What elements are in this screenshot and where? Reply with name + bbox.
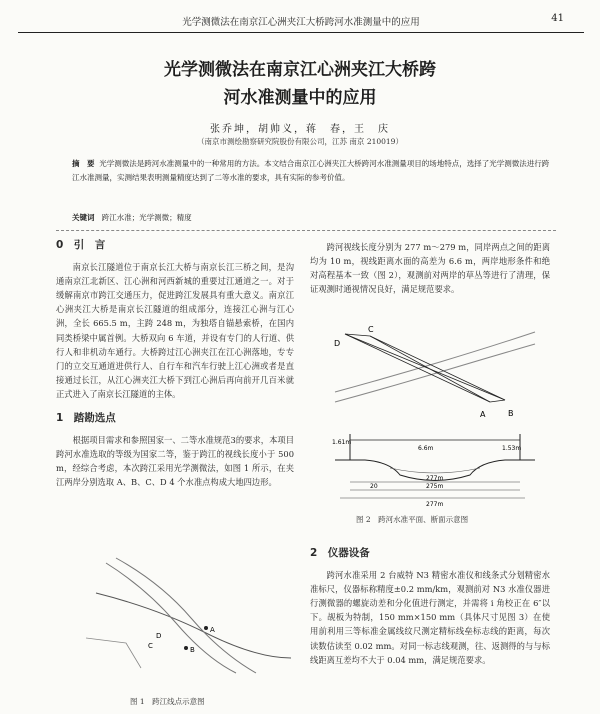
divider	[56, 230, 556, 231]
sight-line	[345, 334, 505, 400]
river-bank	[116, 558, 256, 673]
road-line	[86, 638, 141, 668]
point-c-label: C	[148, 642, 153, 650]
section-1-heading: 1 踏勘选点	[56, 412, 116, 425]
section-0-heading: 0 引 言	[56, 239, 106, 251]
running-title: 光学测微法在南京江心洲夹江大桥跨河水准测量中的应用	[182, 17, 420, 28]
water-line	[390, 468, 480, 473]
right-column-top	[310, 240, 550, 296]
intro-paragraph: 南京长江隧道位于南京长江大桥与南京长江三桥之间，是沟通南京江北新区、江心洲和河西新城的重要过江通道之一。对于缓解南京市跨江交通压力，促进跨江发展具有重大意义。南京江心洲夹江大桥是南京长江隧道的组成部分，连接江心洲与江心洲，全长 665.5 m，主跨 248 m，为独塔自锚悬索桥，在国内同类桥梁中属首例。大桥双向 6 车道，并设有专门的人行道、供行人和非机动车通行。大桥跨过江心洲夹江在江心洲落地，专专门的立交互通道进供行人、自行车和汽车行驶上江心洲或者是直接通过长江，从江心洲夹江大桥下到江心洲后再向前开几百米就正式进入了南京长江隧道的主体。	[56, 262, 294, 399]
abstract	[72, 157, 552, 185]
right-paragraph-1: 跨河视线长度分别为 277 m～279 m，同岸两点之间的距离均为 10 m，视线距离水面的高差为 6.6 m，两岸地形条件和绝对高程基本一致（图 2），观测前对两岸的草丛等进行了清理，保证观测时通视情况良好，满足规范要求。	[310, 242, 550, 295]
label-dim-inner: 277m	[426, 475, 444, 482]
section-2-paragraph: 跨河水准采用 2 台威特 N3 精密水准仪和线条式分划精密水准标尺，仪器标称精度±0.2 mm/km，观测前对 N3 水准仪器进行测微器的螺旋动差和分化值进行测定，并需将 i 角校正在 6″以下。觇板为特制，150 mm×150 mm（具体尺寸见图 3）在使用前利用三等标准金属线纹尺测定精标线垒标志线的距离，每次读数估读至 0.02 mm。对同一标志线观测，往、返测得的与与标线距离互差均不大于 0.04 mm，满足规范要求。	[310, 570, 550, 665]
point-d-label: D	[156, 632, 162, 640]
section-1-paragraph: 根据项目需求和参照国家一、二等水准规范3的要求，本项目跨河水准选取的等级为国家二等，鉴于跨江的视线长度小于 500 m，经综合考虑，本次跨江采用光学测微法，如图 1 所示，在夹江两岸分别选取 A、B、C、D 4 个水准点构成大地四边形。	[56, 435, 294, 488]
plan-label-d: D	[334, 339, 341, 348]
page-number: 41	[551, 13, 564, 24]
abstract-label: 摘 要	[72, 159, 95, 168]
sight-line	[370, 336, 505, 400]
right-column-bottom	[310, 546, 550, 667]
left-column	[56, 238, 294, 490]
sight-line	[345, 334, 490, 402]
abstract-text: 光学测微法是跨河水准测量中的一种常用的方法。本文结合南京江心洲夹江大桥跨河水准测量项目的场地特点，选择了光学测微法进行跨江水准测量，实测结果表明测量精度达到了二等水准的要求，具有实际的参考价值。	[72, 159, 550, 182]
label-left-height: 1.61m	[332, 439, 352, 446]
paper-title	[0, 56, 600, 112]
river-bank	[106, 563, 236, 673]
title-line-1: 光学测微法在南京江心洲夹江大桥跨	[164, 60, 436, 80]
plan-label-b: B	[508, 409, 514, 418]
point-b-label: B	[190, 646, 195, 654]
river-bank	[335, 344, 535, 402]
label-right-height: 1.53m	[502, 445, 522, 452]
running-header	[18, 10, 584, 33]
label-dim-left: 20	[370, 483, 378, 490]
keywords-text: 跨江水准；光学测微；精度	[101, 213, 192, 222]
figure-1-map	[86, 548, 296, 678]
point-a-label: A	[210, 626, 215, 634]
figure-2-caption: 图 2 跨河水准平面、断面示意图	[356, 515, 469, 524]
bank-segment	[490, 400, 505, 402]
plan-label-a: A	[480, 410, 486, 419]
river-bank	[335, 332, 535, 392]
label-mid-height: 6.6m	[418, 445, 434, 452]
affiliation: （南京市测绘勘察研究院股份有限公司，江苏 南京 210019）	[197, 137, 403, 146]
figure-2-section	[330, 420, 540, 508]
label-dim-outer: 277m	[426, 501, 444, 508]
point-b-marker	[184, 646, 188, 650]
sight-line	[370, 336, 490, 402]
keywords-label: 关键词	[72, 213, 95, 222]
authors: 张乔坤，胡帅义，蒋 春，王 庆	[210, 124, 390, 135]
point-a-marker	[204, 626, 208, 630]
plan-label-c: C	[368, 325, 374, 334]
label-dim-mid: 275m	[426, 483, 444, 490]
figure-2-plan	[330, 322, 540, 422]
figure-1-caption: 图 1 跨江线点示意图	[130, 697, 205, 706]
title-line-2: 河水准测量中的应用	[223, 88, 377, 108]
section-2-heading: 2 仪器设备	[310, 547, 370, 559]
keywords	[72, 212, 192, 223]
